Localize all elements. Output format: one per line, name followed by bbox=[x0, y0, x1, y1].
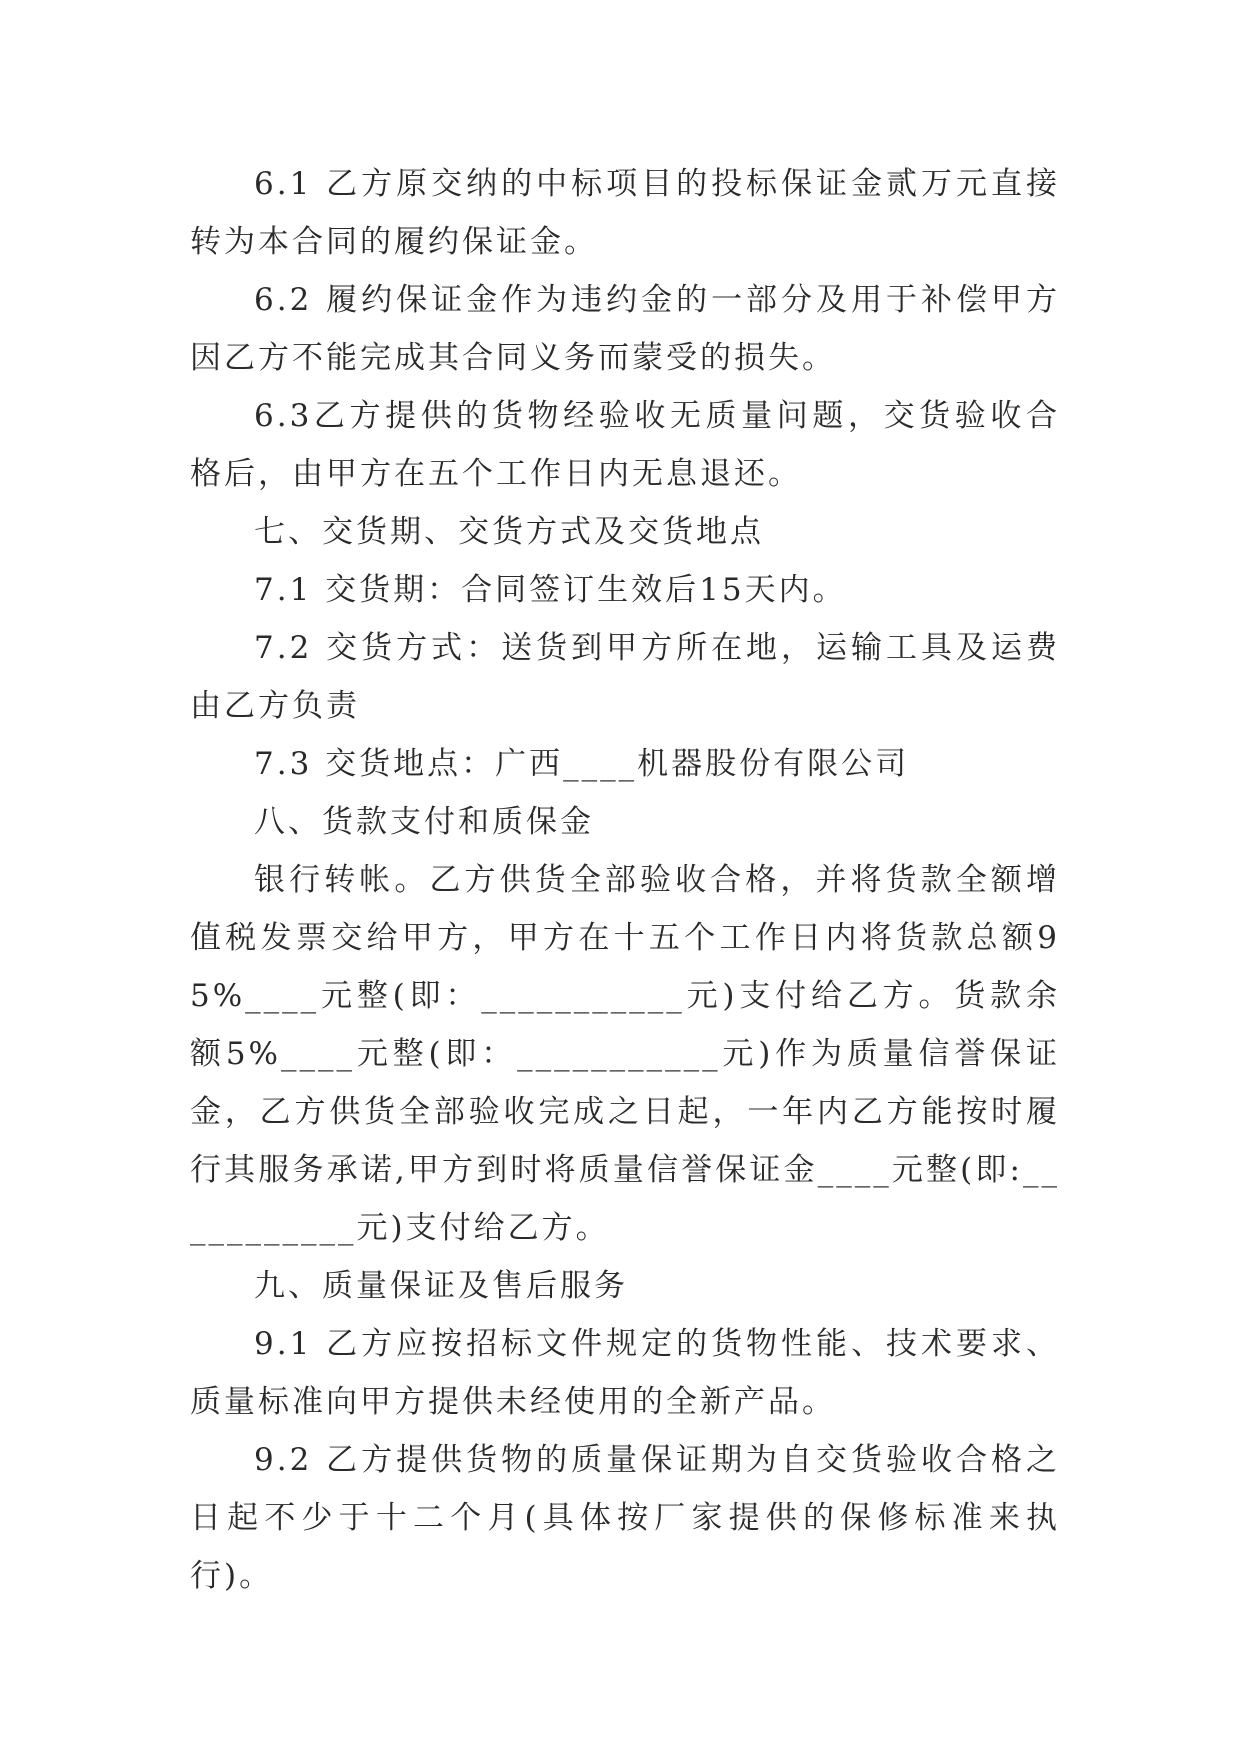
payment-paragraph: 银行转帐。乙方供货全部验收合格，并将货款全额增值税发票交给甲方，甲方在十五个工作日内将货款总额95%____元整(即：___________元)支付给乙方。货款余额5%____元整(即：___________元)作为质量信誉保证金，乙方供货全部验收完成之日起，一年内乙方能按时履行其服务承诺,甲方到时将质量信誉保证金____元整(即:___________元)支付给乙方。 bbox=[190, 862, 1060, 1246]
clause-7-3: 7.3 交货地点：广西____机器股份有限公司 bbox=[254, 746, 910, 782]
clause-9-2: 9.2 乙方提供货物的质量保证期为自交货验收合格之日起不少于十二个月(具体按厂家提供的保修标准来执行)。 bbox=[190, 1442, 1060, 1594]
document-page bbox=[190, 155, 1060, 1605]
clause-7-1: 7.1 交货期：合同签订生效后15天内。 bbox=[254, 572, 847, 608]
section-heading-7: 七、交货期、交货方式及交货地点 bbox=[254, 514, 764, 550]
clause-6-1: 6.1 乙方原交纳的中标项目的投标保证金贰万元直接转为本合同的履约保证金。 bbox=[190, 166, 1060, 260]
clause-6-3: 6.3乙方提供的货物经验收无质量问题，交货验收合格后，由甲方在五个工作日内无息退还。 bbox=[190, 398, 1060, 492]
clause-7-2: 7.2 交货方式：送货到甲方所在地，运输工具及运费由乙方负责 bbox=[190, 630, 1060, 724]
section-heading-9: 九、质量保证及售后服务 bbox=[254, 1268, 628, 1304]
clause-6-2: 6.2 履约保证金作为违约金的一部分及用于补偿甲方因乙方不能完成其合同义务而蒙受的损失。 bbox=[190, 282, 1060, 376]
section-heading-8: 八、货款支付和质保金 bbox=[254, 804, 594, 840]
clause-9-1: 9.1 乙方应按招标文件规定的货物性能、技术要求、质量标准向甲方提供未经使用的全新产品。 bbox=[190, 1326, 1060, 1420]
